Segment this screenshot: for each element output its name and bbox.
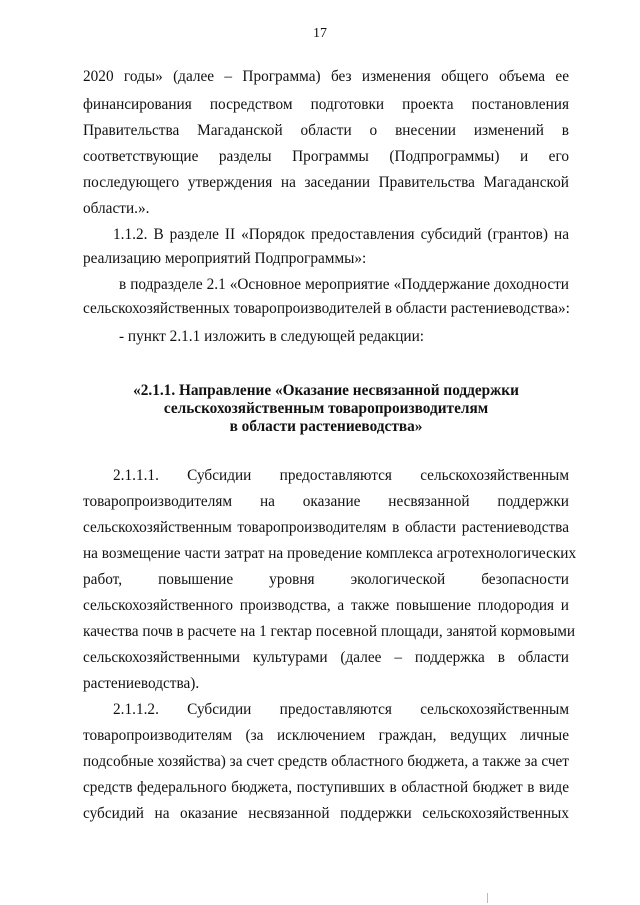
heading-line: в области растениеводства» <box>229 418 423 435</box>
text-line: сельскохозяйственными культурами (далее – поддержка в области <box>83 649 569 666</box>
item-2-1-1: - пункт 2.1.1 изложить в следующей редакции: <box>119 328 425 345</box>
text-line: финансирования посредством подготовки проекта постановления <box>83 96 569 113</box>
text-line: в подразделе 2.1 «Основное мероприятие «Поддержание доходности <box>119 276 569 293</box>
text-line: 2.1.1.1. Субсидии предоставляются сельскохозяйственным <box>113 467 569 484</box>
text-line: 1.1.2. В разделе II «Порядок предоставления субсидий (грантов) на <box>113 226 569 243</box>
text-line: средств федерального бюджета, поступивших в областной бюджет в виде <box>83 779 569 796</box>
text-line: 2020 годы» (далее – Программа) без изменения общего объема ее <box>83 68 569 85</box>
text-line: субсидий на оказание несвязанной поддержки сельскохозяйственных <box>83 805 569 822</box>
text-line: работ, повышение уровня экологической безопасности <box>83 571 569 588</box>
text-line: последующего утверждения на заседании Правительства Магаданской <box>83 174 569 191</box>
scan-mark <box>487 893 488 903</box>
text-line: товаропроизводителям на оказание несвязанной поддержки <box>83 493 569 510</box>
text-line: на возмещение части затрат на проведение комплекса агротехнологических <box>83 545 577 562</box>
text-line: растениеводства). <box>83 675 200 692</box>
text-line: подсобные хозяйства) за счет средств областного бюджета, а также за счет <box>83 753 569 770</box>
text-line: сельскохозяйственных товаропроизводителей в области растениеводства»: <box>83 300 570 317</box>
text-line: сельскохозяйственным товаропроизводителям в области растениеводства <box>83 519 569 536</box>
text-line: 2.1.1.2. Субсидии предоставляются сельскохозяйственным <box>113 701 569 718</box>
text-line: соответствующие разделы Программы (Подпрограммы) и его <box>83 148 569 165</box>
text-line: сельскохозяйственного производства, а также повышение плодородия и <box>83 597 569 614</box>
heading-line: «2.1.1. Направление «Оказание несвязанной поддержки <box>133 382 519 399</box>
text-line: области.». <box>83 200 150 217</box>
text-line: товаропроизводителям (за исключением граждан, ведущих личные <box>83 727 569 744</box>
text-line: реализацию мероприятий Подпрограммы»: <box>83 250 367 267</box>
text-line: качества почв в расчете на 1 гектар посевной площади, занятой кормовыми <box>83 623 576 640</box>
text-line: Правительства Магаданской области о внесении изменений в <box>83 122 569 139</box>
heading-line: сельскохозяйственным товаропроизводителям <box>163 400 489 417</box>
page-number: 17 <box>313 26 327 41</box>
